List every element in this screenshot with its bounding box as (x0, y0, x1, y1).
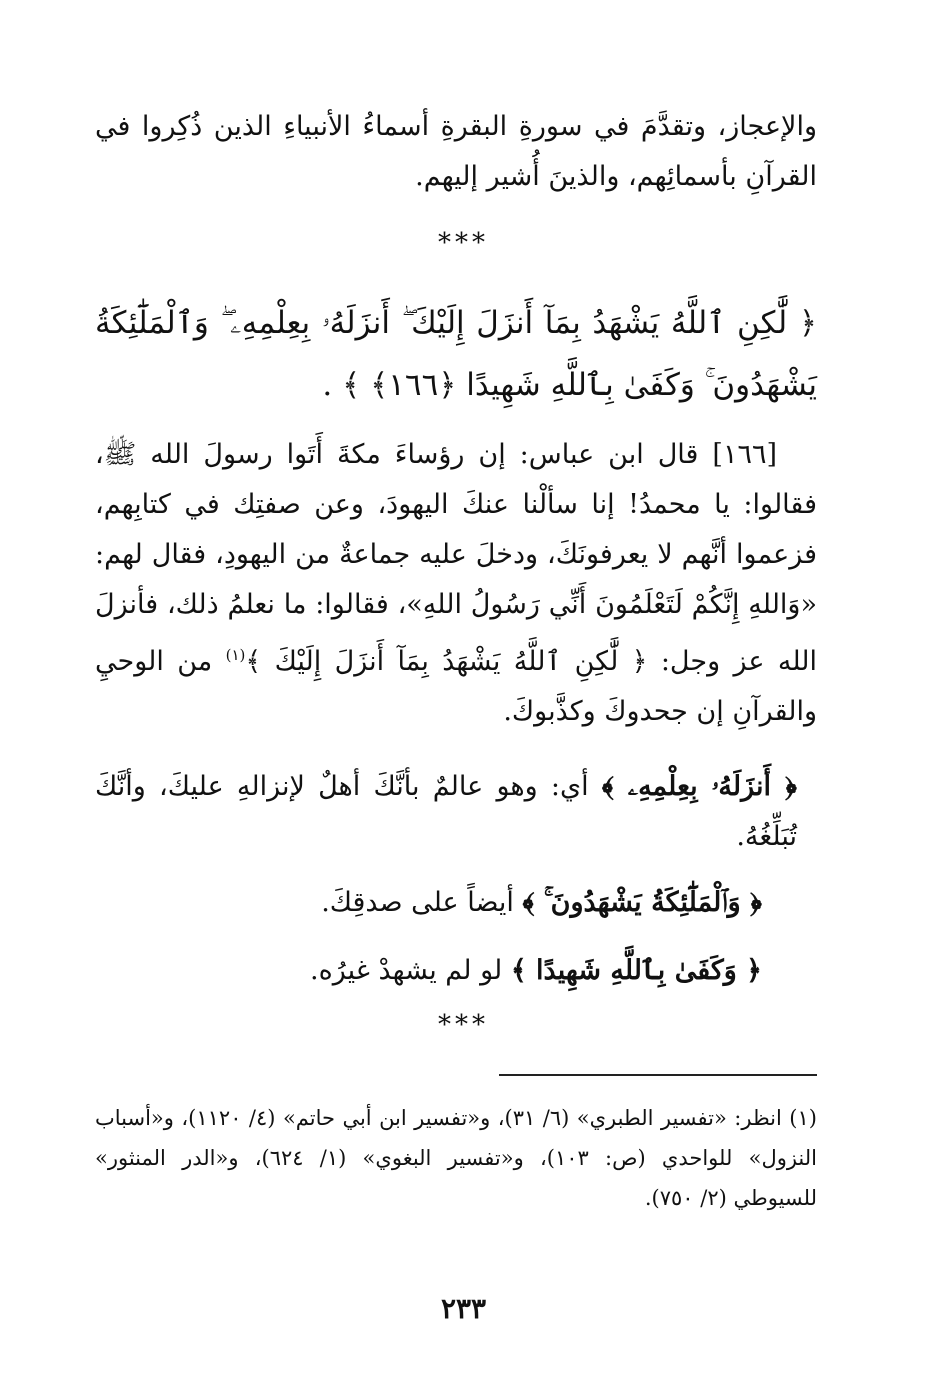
intro-paragraph: والإعجاز، وتقدَّمَ في سورةِ البقرةِ أسماءُ الأنبياءِ الذين ذُكِروا في القرآنِ بأسمائِهم، والذينَ أُشير إليهم. (95, 111, 817, 192)
commentary-item (95, 878, 817, 928)
footnote-reference[interactable]: (١) (225, 646, 246, 664)
tafsir-paragraph (95, 430, 817, 737)
tafsir-body: يا محمدُ! إنا سألْنا عنكَ اليهودَ، وعن صفتِك في كتابِهم، فزعموا أنَّهم لا يعرفونَكَ، ودخلَ عليه جماعةٌ من اليهودِ، فقال لهم: «وَاللهِ إِنَّكُمْ لَتَعْلَمُونَ أَنِّي رَسُولُ اللهِ»، فقالوا: ما نعلمُ ذلك، فأنزلَ الله عز وجل: ﴿ لَّٰكِنِ ٱللَّهُ يَشْهَدُ بِمَآ أَنزَلَ إِلَيْكَ ﴾ (95, 489, 817, 677)
commentary-item (95, 762, 817, 862)
commentary-verse: ﴿ أَنزَلَهُۥ بِعِلْمِهِۦ ﴾ (601, 771, 798, 802)
commentary-text: أي: وهو عالمٌ بأنَّكَ أهلٌ لإنزالهِ عليكَ، وأنَّكَ تُبَلِّغُهُ. (95, 771, 797, 852)
page-number: ٢٣٣ (440, 1292, 487, 1325)
footnote: (١) انظر: «تفسير الطبري» (٦/ ٣١)، و«تفسير ابن أبي حاتم» (٤/ ١١٢٠)، و«أسباب النزول» للواحدي (ص: ١٠٣)، و«تفسير البغوي» (١/ ٦٢٤)، و«الدر المنثور» للسيوطي (٢/ ٧٥٠). (95, 1106, 817, 1210)
section-separator: *** (438, 1010, 489, 1040)
footnote-divider (499, 1074, 817, 1076)
quran-verse: ﴿ لَّٰكِنِ ٱللَّهُ يَشْهَدُ بِمَآ أَنزَلَ إِلَيْكَ ۖ أَنزَلَهُۥ بِعِلْمِهِۦ ۖ وَٱلْمَلَٰٓئِكَةُ يَشْهَدُونَ ۚ وَكَفَىٰ بِٱللَّهِ شَهِيدًا ﴿١٦٦﴾ ﴾ . (95, 305, 817, 403)
commentary-verse: ﴿ وَٱلْمَلَٰٓئِكَةُ يَشْهَدُونَ ۚ ﴾ (522, 887, 762, 918)
commentary-text: أيضاً على صدقِكَ. (321, 887, 523, 918)
tafsir-ending: من الوحيِ والقرآنِ إن جحدوكَ وكذَّبوكَ. (95, 646, 817, 727)
tafsir-first-line: [١٦٦] قال ابن عباس: إن رؤساءَ مكةَ أَتَوا رسولَ الله ﷺ، فقالوا: (95, 439, 817, 520)
section-separator: *** (438, 228, 489, 258)
commentary-item (95, 946, 817, 996)
commentary-verse: ﴿ وَكَفَىٰ بِٱللَّهِ شَهِيدًا ﴾ (510, 955, 762, 986)
commentary-text: لو لم يشهدْ غيرُه. (310, 955, 511, 986)
